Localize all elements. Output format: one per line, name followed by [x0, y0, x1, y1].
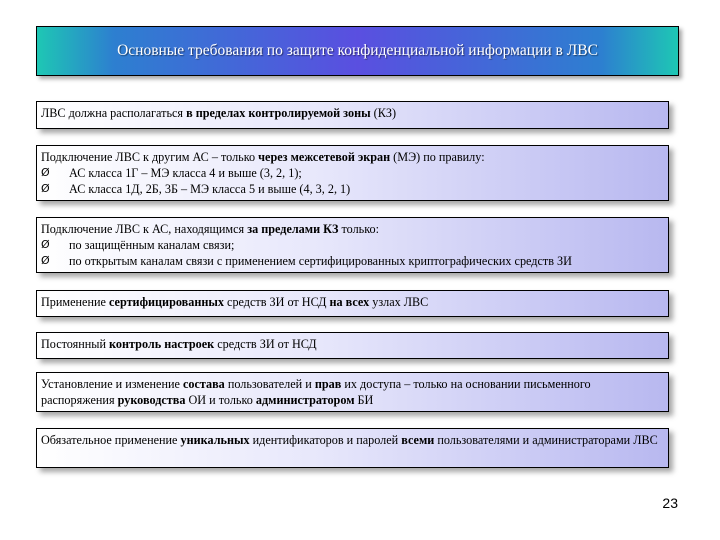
arrow-bullet-icon: Ø — [41, 182, 50, 195]
requirement-text: Установление и изменение состава пользователей и прав их доступа – только на основании письменного распоряжения руководства ОИ и только администратором БИ — [41, 377, 591, 407]
requirement-box-5 — [36, 332, 669, 359]
requirement-heading: Подключение ЛВС к АС, находящимся за пределами КЗ только: — [41, 222, 379, 236]
list-item: Ø АС класса 1Д, 2Б, 3Б – МЭ класса 5 и выше (4, 3, 2, 1) — [41, 182, 351, 196]
requirement-heading: Подключение ЛВС к другим АС – только через межсетевой экран (МЭ) по правилу: — [41, 150, 485, 164]
slide-title: Основные требования по защите конфиденциальной информации в ЛВС — [117, 42, 598, 59]
arrow-bullet-icon: Ø — [41, 254, 50, 267]
requirement-box-6 — [36, 372, 669, 412]
requirement-text: Применение сертифицированных средств ЗИ от НСД на всех узлах ЛВС — [41, 295, 429, 309]
requirement-box-1 — [36, 101, 669, 129]
slide-title-banner — [36, 26, 679, 76]
requirement-text: ЛВС должна располагаться в пределах контролируемой зоны (КЗ) — [41, 106, 397, 120]
requirement-text: Постоянный контроль настроек средств ЗИ от НСД — [41, 337, 317, 351]
requirement-box-2 — [36, 145, 669, 201]
list-item: Ø по открытым каналам связи с применением сертифицированных криптографических средств ЗИ — [41, 254, 572, 268]
arrow-bullet-icon: Ø — [41, 166, 50, 179]
list-item: Ø АС класса 1Г – МЭ класса 4 и выше (3, 2, 1); — [41, 166, 302, 180]
requirement-box-4 — [36, 290, 669, 317]
requirement-text: Обязательное применение уникальных идентификаторов и паролей всеми пользователями и администраторами ЛВС — [41, 433, 658, 447]
arrow-bullet-icon: Ø — [41, 238, 50, 251]
requirement-box-7 — [36, 428, 669, 468]
page-number: 23 — [662, 495, 678, 511]
requirement-box-3 — [36, 217, 669, 273]
list-item: Ø по защищённым каналам связи; — [41, 238, 235, 252]
